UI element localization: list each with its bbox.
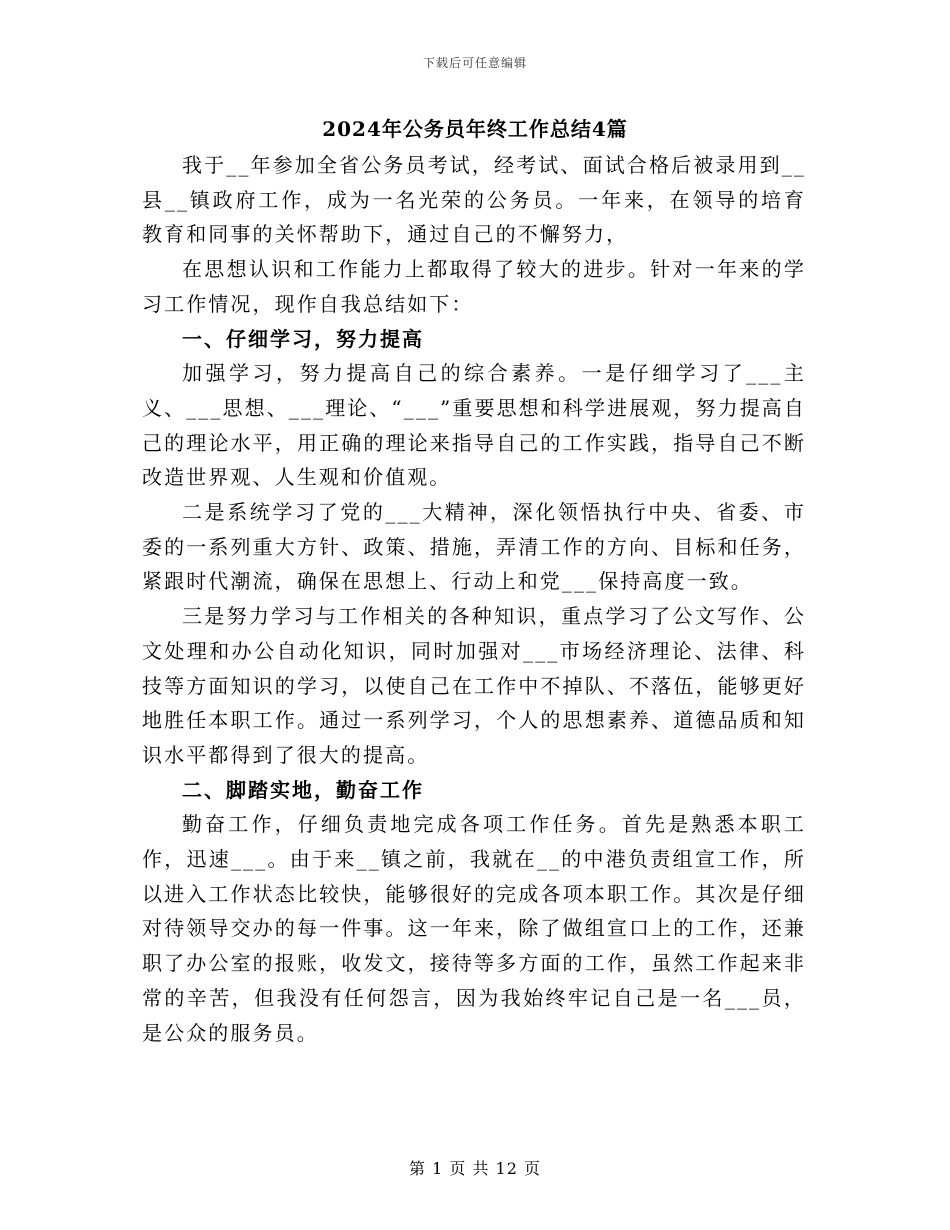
header-note: 下载后可任意编辑 [422,56,527,70]
section-2-paragraph-1: 勤奋工作，仔细负责地完成各项工作任务。首先是熟悉本职工作，迅速___。由于来__镇之前，我就在__的中港负责组宣工作，所以进入工作状态比较快，能够很好的完成各项本职工作。其次是仔细对待领导交办的每一件事。这一年来，除了做组宣口上的工作，还兼职了办公室的报账，收发文，接待等多方面的工作，虽然工作起来非常的辛苦，但我没有任何怨言，因为我始终牢记自己是一名___员，是公众的服务员。 [142,812,806,1045]
section-1-paragraph-3: 三是努力学习与工作相关的各种知识，重点学习了公文写作、公文处理和办公自动化知识，同时加强对___市场经济理论、法律、科技等方面知识的学习，以使自己在工作中不掉队、不落伍，能够更好地胜任本职工作。通过一系列学习，个人的思想素养、道德品质和知识水平都得到了很大的提高。 [142,604,806,767]
document-body [142,148,806,1050]
document-title: 2024年公务员年终工作总结4篇 [322,117,628,141]
intro-paragraph-1: 我于__年参加全省公务员考试，经考试、面试合格后被录用到__县__镇政府工作，成为一名光荣的公务员。一年来，在领导的培育教育和同事的关怀帮助下，通过自己的不懈努力， [142,153,806,247]
page-number: 第 1 页 共 12 页 [409,1159,541,1178]
section-1-heading: 一、仔细学习，努力提高 [182,326,424,351]
section-2-heading: 二、脚踏实地，勤奋工作 [182,777,424,802]
intro-paragraph-2: 在思想认识和工作能力上都取得了较大的进步。针对一年来的学习工作情况，现作自我总结如下： [142,257,806,316]
section-1-paragraph-1: 加强学习，努力提高自己的综合素养。一是仔细学习了___主义、___思想、___理论、“___”重要思想和科学进展观，努力提高自己的理论水平，用正确的理论来指导自己的工作实践，指导自己不断改造世界观、人生观和价值观。 [142,361,806,490]
section-1-paragraph-2: 二是系统学习了党的___大精神，深化领悟执行中央、省委、市委的一系列重大方针、政策、措施，弄清工作的方向、目标和任务，紧跟时代潮流，确保在思想上、行动上和党___保持高度一致。 [142,500,806,594]
